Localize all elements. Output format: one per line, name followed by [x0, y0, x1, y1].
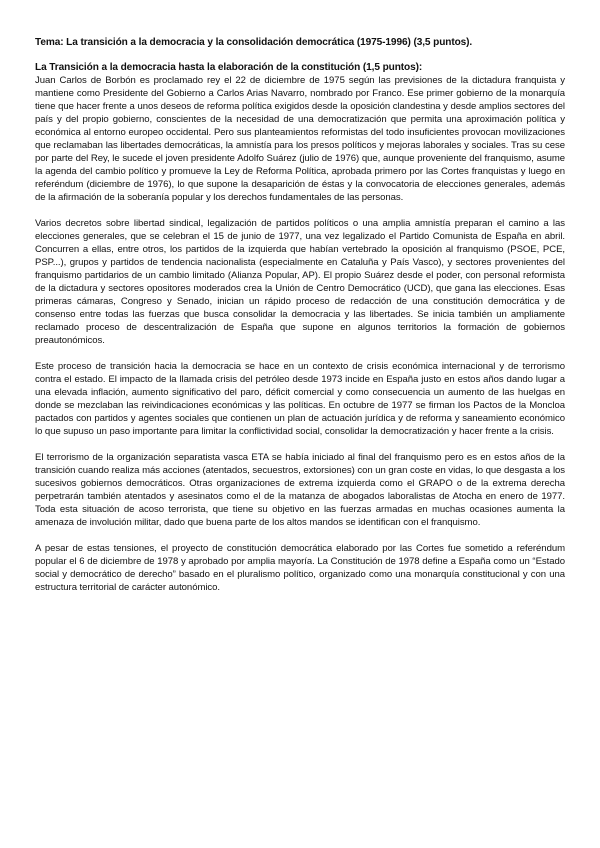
paragraph-3: Este proceso de transición hacia la democracia se hace en un contexto de crisis económica internacional y de terrorismo contra el estado. El impacto de la llamada crisis del petróleo desde 1973 incide en España justo en estos años dando lugar a una elevada inflación, aumento significativo del paro, déficit comercial y como consecuencia un aumento de las huelgas en donde se mezclaban las reivindicaciones económicas y las políticas. En octubre de 1977 se firman los Pactos de la Moncloa pactados con partidos y agentes sociales que contienen un plan de actuación jurídica y de reforma y saneamiento económico lo que supuso un paso importante para limitar la conflictividad social, consolidar la democratización y hacer frente a la crisis.	[35, 361, 565, 437]
document-page	[35, 36, 565, 594]
paragraph-2: Varios decretos sobre libertad sindical, legalización de partidos políticos o una amplia amnistía preparan el camino a las elecciones generales, que se celebran el 15 de junio de 1977, una vez legalizado el Partido Comunista de España en abril. Concurren a ellas, entre otros, los partidos de la izquierda que habían vertebrado la oposición al franquismo (PSOE, PCE, PSP...), grupos y partidos de tendencia nacionalista (especialmente en Cataluña y País Vasco), y sectores provenientes del franquismo partidarios de un cambio limitado (Alianza Popular, AP). El propio Suárez desde el poder, con personal reformista de la dictadura y sectores opositores moderados crea la Unión de Centro Democrático (UCD), que gana las elecciones. Esas primeras cámaras, Congreso y Senado, inician un rápido proceso de redacción de una constitución democrática y de consenso entre todas las fuerzas que busca consolidar la democracia y las libertades. Se inicia también un ampliamente reclamado proceso de descentralización de España que supone en algunos territorios la formación de gobiernos preautonómicos.	[35, 218, 565, 346]
paragraph-spacer	[35, 204, 565, 217]
section-heading: La Transición a la democracia hasta la elaboración de la constitución (1,5 puntos):	[35, 62, 423, 73]
paragraph-spacer	[35, 529, 565, 542]
document-title: Tema: La transición a la democracia y la consolidación democrática (1975-1996) (3,5 puntos).	[35, 37, 473, 48]
paragraph-4: El terrorismo de la organización separatista vasca ETA se había iniciado al final del franquismo pero es en estos años de la transición cuando realiza más acciones (atentados, secuestros, extorsiones) con un gran coste en vidas, lo que desgasta a los sucesivos gobiernos democráticos. Otras organizaciones de extrema izquierda como el GRAPO o de la extrema derecha perpetrarán también atentados y asesinatos como el de la matanza de abogados laboralistas de Atocha en enero de 1977. Toda esta situación de acoso terrorista, que tiene su objetivo en las fuerzas armadas en muchas ocasiones aumenta la amenaza de involución militar, dado que buena parte de los altos mandos se identifican con el franquismo.	[35, 452, 565, 528]
paragraph-5: A pesar de estas tensiones, el proyecto de constitución democrática elaborado por las Cortes fue sometido a referéndum popular el 6 de diciembre de 1978 y aprobado por amplia mayoría. La Constitución de 1978 define a España como un “Estado social y democrático de derecho” basado en el pluralismo político, organizado como una monarquía constitucional y con una estructura territorial de carácter autonómico.	[35, 543, 565, 593]
paragraph-spacer	[35, 347, 565, 360]
paragraph-1: Juan Carlos de Borbón es proclamado rey el 22 de diciembre de 1975 según las previsiones de la dictadura franquista y mantiene como Presidente del Gobierno a Carlos Arias Navarro, nombrado por Franco. Ese primer gobierno de la monarquía tiene que hacer frente a unos deseos de reforma política exigidos desde la oposición clandestina y desde amplios sectores del país y del propio gobierno, conscientes de la necesidad de una democratización que permita una aproximación política y económica al entorno europeo occidental. Pero sus planteamientos reformistas del todo insuficientes provocan movilizaciones que reclamaban las libertades democráticas, la amnistía para los presos políticos y mejoras laborales y sociales. Tras su cese por parte del Rey, le sucede el joven presidente Adolfo Suárez (julio de 1976) que, aunque proveniente del franquismo, asume la agenda del cambio político y promueve la Ley de Reforma Política, aprobada primero por las Cortes franquistas y luego en referéndum (diciembre de 1976), lo que supone la desaparición de éstas y la convocatoria de elecciones generales, además de la afirmación de la soberanía popular y los derechos fundamentales de las personas.	[35, 75, 565, 203]
paragraph-spacer	[35, 438, 565, 451]
